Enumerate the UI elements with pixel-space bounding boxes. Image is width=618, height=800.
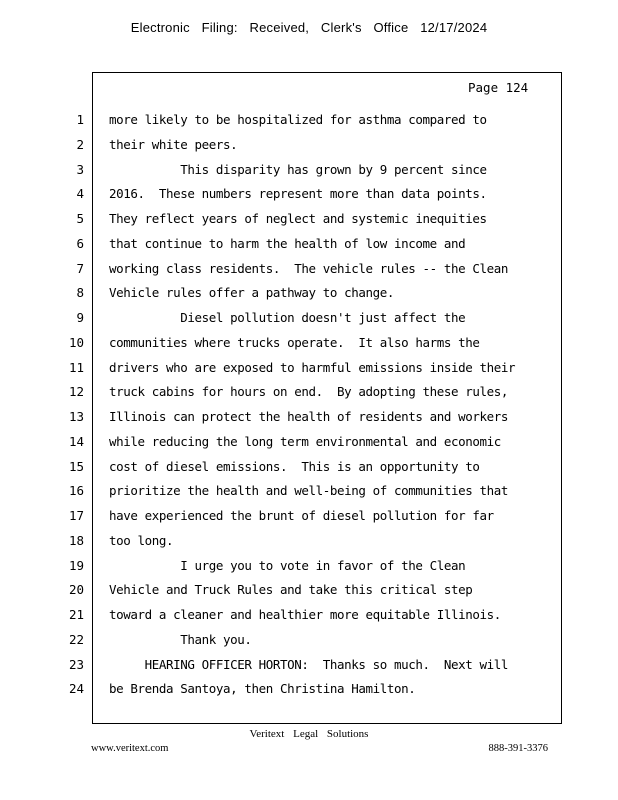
line-number: 2 [76, 136, 84, 152]
footer-company: Veritext Legal Solutions [249, 728, 369, 740]
line-number: 16 [68, 483, 84, 499]
line-number: 6 [76, 235, 84, 251]
line-number: 22 [68, 631, 84, 647]
line-number: 1 [76, 112, 84, 127]
transcript-line: truck cabins for hours on end. By adopting these rules, [109, 384, 509, 400]
transcript-line: Vehicle rules offer a pathway to change. [109, 285, 395, 301]
transcript-line: have experienced the brunt of diesel pollution for far [109, 508, 494, 523]
line-number: 23 [68, 656, 84, 672]
line-number: 5 [76, 211, 84, 226]
transcript-line: that continue to harm the health of low income and [109, 235, 466, 251]
transcript-line: Illinois can protect the health of residents and workers [109, 409, 509, 424]
transcript-line: while reducing the long term environmental and economic [109, 433, 501, 449]
line-number: 20 [68, 582, 84, 598]
line-number: 3 [76, 161, 84, 177]
line-number: 18 [68, 532, 84, 548]
line-number: 13 [68, 409, 84, 424]
line-number: 7 [76, 260, 84, 276]
line-number: 8 [76, 285, 84, 301]
page-number: Page 124 [468, 80, 529, 95]
transcript-line: working class residents. The vehicle rules -- the Clean [109, 260, 509, 276]
transcript-line: They reflect years of neglect and systemic inequities [109, 211, 487, 226]
line-number: 21 [68, 607, 84, 622]
footer-website: www.veritext.com [91, 743, 169, 754]
transcript-line: toward a cleaner and healthier more equitable Illinois. [109, 607, 501, 622]
transcript-line: communities where trucks operate. It also harms the [109, 334, 480, 350]
transcript-line: Vehicle and Truck Rules and take this critical step [109, 582, 473, 598]
footer-phone: 888-391-3376 [488, 743, 548, 754]
filing-stamp: Electronic Filing: Received, Clerk's Office 12/17/2024 [130, 20, 488, 35]
transcript-line: Diesel pollution doesn't just affect the [109, 310, 466, 325]
line-number: 11 [68, 359, 84, 375]
transcript-line: drivers who are exposed to harmful emissions inside their [109, 359, 516, 375]
transcript-line: more likely to be hospitalized for asthma compared to [109, 112, 487, 127]
line-number: 4 [76, 186, 84, 202]
transcript-body [109, 108, 549, 702]
transcript-line: cost of diesel emissions. This is an opportunity to [109, 458, 480, 474]
line-number-column [0, 108, 84, 702]
line-number: 15 [68, 458, 84, 474]
line-number: 9 [76, 310, 84, 325]
line-number: 10 [68, 334, 84, 350]
transcript-line: prioritize the health and well-being of communities that [109, 483, 509, 499]
transcript-line: too long. [109, 532, 174, 548]
transcript-line: their white peers. [109, 136, 238, 152]
transcript-line: This disparity has grown by 9 percent since [109, 161, 487, 177]
line-number: 12 [68, 384, 84, 400]
transcript-line: be Brenda Santoya, then Christina Hamilton. [109, 681, 416, 697]
line-number: 24 [68, 681, 84, 697]
line-number: 14 [68, 433, 84, 449]
line-number: 19 [68, 557, 84, 573]
line-number: 17 [68, 508, 84, 523]
transcript-line: Thank you. [109, 631, 252, 647]
transcript-line: I urge you to vote in favor of the Clean [109, 557, 466, 573]
transcript-line: HEARING OFFICER HORTON: Thanks so much. Next will [109, 656, 509, 672]
transcript-line: 2016. These numbers represent more than data points. [109, 186, 487, 202]
